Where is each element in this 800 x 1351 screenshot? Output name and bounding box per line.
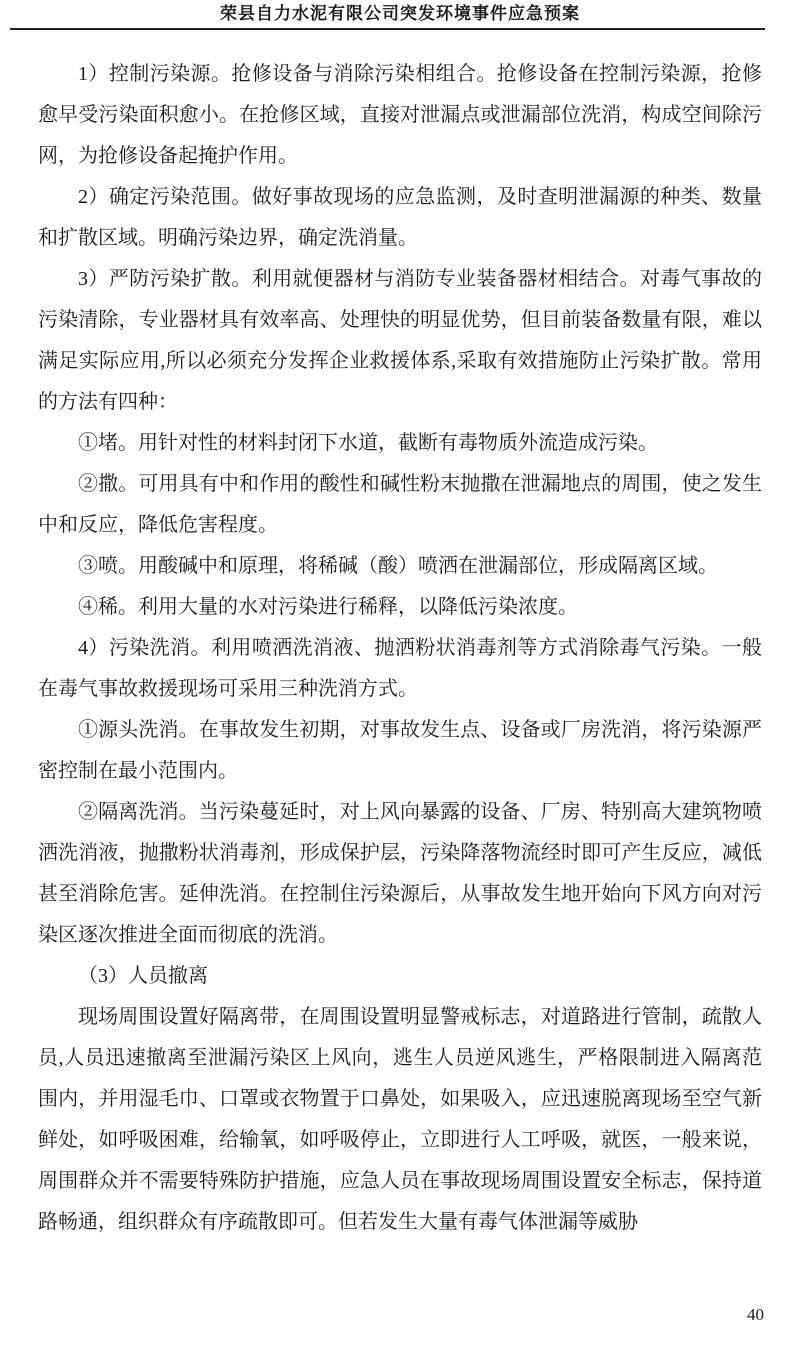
paragraph-evacuation-details: 现场周围设置好隔离带，在周围设置明显警戒标志，对道路进行管制，疏散人员,人员迅速撤离至泄漏污染区上风向，逃生人员逆风逃生，严格限制进入隔离范围内，并用湿毛巾、口罩或衣物置于口鼻处，如果吸入，应迅速脱离现场至空气新鲜处，如呼吸困难，给输氧，如呼吸停止，立即进行人工呼吸，就医，一般来说，周围群众并不需要特殊防护措施，应急人员在事故现场周围设置安全标志，保持道路畅通，组织群众有序疏散即可。但若发生大量有毒气体泄漏等威胁 [38, 1006, 762, 1233]
paragraph-method-block: ①堵。用针对性的材料封闭下水道，截断有毒物质外流造成污染。 [78, 432, 658, 454]
document-body [38, 54, 762, 1243]
paragraph-pollution-washing: 4）污染洗消。利用喷洒洗消液、抛洒粉状消毒剂等方式消除毒气污染。一般在毒气事故救援现场可采用三种洗消方式。 [38, 637, 762, 700]
document-header-title: 荣县自力水泥有限公司突发环境事件应急预案 [220, 4, 580, 23]
paragraph-source-washing: ①源头洗消。在事故发生初期，对事故发生点、设备或厂房洗消，将污染源严密控制在最小范围内。 [38, 719, 762, 782]
paragraph-determine-pollution-range: 2）确定污染范围。做好事故现场的应急监测，及时查明泄漏源的种类、数量和扩散区域。明确污染边界，确定洗消量。 [38, 186, 762, 249]
paragraph-prevent-pollution-spread: 3）严防污染扩散。利用就便器材与消防专业装备器材相结合。对毒气事故的污染清除，专业器材具有效率高、处理快的明显优势，但目前装备数量有限，难以满足实际应用,所以必须充分发挥企业救援体系,采取有效措施防止污染扩散。常用的方法有四种： [38, 268, 762, 413]
page-number: 40 [747, 1305, 764, 1324]
paragraph-method-spray: ③喷。用酸碱中和原理，将稀碱（酸）喷洒在泄漏部位，形成隔离区域。 [78, 555, 718, 577]
header-rule [10, 28, 765, 30]
paragraph-isolation-washing: ②隔离洗消。当污染蔓延时，对上风向暴露的设备、厂房、特别高大建筑物喷洒洗消液，抛撒粉状消毒剂，形成保护层，污染降落物流经时即可产生反应，减低甚至消除危害。延伸洗消。在控制住污染源后，从事故发生地开始向下风方向对污染区逐次推进全面而彻底的洗消。 [38, 801, 762, 946]
paragraph-control-pollution-source: 1）控制污染源。抢修设备与消除污染相组合。抢修设备在控制污染源，抢修愈早受污染面积愈小。在抢修区域，直接对泄漏点或泄漏部位洗消，构成空间除污网，为抢修设备起掩护作用。 [38, 63, 762, 167]
paragraph-method-scatter: ②撒。可用具有中和作用的酸性和碱性粉末抛撒在泄漏地点的周围，使之发生中和反应，降低危害程度。 [38, 473, 762, 536]
paragraph-method-dilute: ④稀。利用大量的水对污染进行稀释，以降低污染浓度。 [78, 596, 578, 618]
paragraph-personnel-evacuation-heading: （3）人员撤离 [78, 965, 208, 987]
